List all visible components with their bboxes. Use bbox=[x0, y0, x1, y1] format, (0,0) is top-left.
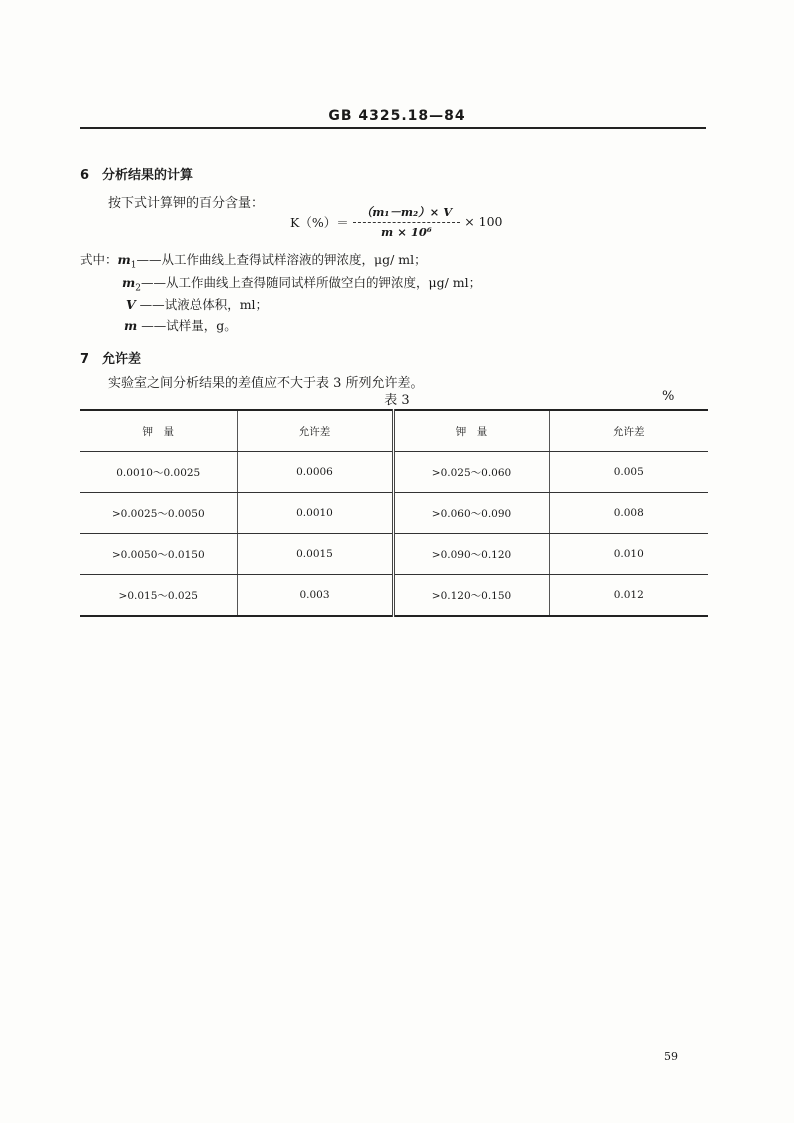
table-cell: >0.090～0.120 bbox=[393, 534, 549, 575]
table-cell: >0.0025～0.0050 bbox=[80, 493, 237, 534]
definition-symbol: m bbox=[117, 252, 131, 267]
definition-text: 从工作曲线上查得试样溶液的钾浓度，μg/ ml； bbox=[161, 252, 427, 267]
definition-row bbox=[122, 273, 481, 294]
definition-dash: —— bbox=[137, 318, 167, 333]
header-potassium-content: 钾 量 bbox=[80, 410, 237, 452]
section-7-text: 实验室之间分析结果的差值应不大于表 3 所列允许差。 bbox=[108, 376, 424, 391]
header-tolerance: 允许差 bbox=[237, 410, 393, 452]
definition-row bbox=[126, 295, 268, 316]
definition-text: 试样量，g。 bbox=[166, 318, 237, 333]
definition-text: 试液总体积，ml； bbox=[164, 297, 269, 312]
formula-numerator: （m₁－m₂）× V bbox=[353, 204, 460, 223]
definition-symbol: m bbox=[124, 318, 138, 333]
definition-text: 从工作曲线上查得随同试样所做空白的钾浓度，μg/ ml； bbox=[165, 275, 482, 290]
table-row bbox=[80, 493, 708, 534]
table-row bbox=[80, 452, 708, 493]
table-cell: 0.010 bbox=[549, 534, 708, 575]
header-rule bbox=[80, 127, 706, 129]
formula-multiplier: × 100 bbox=[464, 214, 503, 229]
formula-intro: 按下式计算钾的百分含量： bbox=[108, 196, 265, 211]
definition-symbol: m bbox=[122, 275, 136, 290]
table-cell: 0.0010～0.0025 bbox=[80, 452, 237, 493]
section-6-title: 分析结果的计算 bbox=[102, 168, 194, 183]
definition-dash: —— bbox=[136, 252, 162, 267]
standard-number-header: GB 4325.18—84 bbox=[328, 108, 466, 124]
table-cell: 0.008 bbox=[549, 493, 708, 534]
formula-lhs: K（%）＝ bbox=[290, 214, 349, 230]
table-cell: >0.120～0.150 bbox=[393, 575, 549, 617]
table-cell: 0.012 bbox=[549, 575, 708, 617]
section-6-number: 6 bbox=[80, 168, 90, 183]
definition-row bbox=[80, 250, 427, 271]
table-row bbox=[80, 575, 708, 617]
section-7-title: 允许差 bbox=[102, 352, 142, 367]
table-caption: 表 3 bbox=[384, 393, 410, 408]
definition-row bbox=[124, 316, 237, 337]
table-unit: % bbox=[662, 389, 675, 404]
table-cell: 0.0015 bbox=[237, 534, 393, 575]
table-row bbox=[80, 534, 708, 575]
formula-denominator: m × 10⁶ bbox=[381, 225, 432, 239]
table-cell: >0.025～0.060 bbox=[393, 452, 549, 493]
formula-fraction bbox=[353, 204, 460, 239]
table-cell: 0.0006 bbox=[237, 452, 393, 493]
definition-subscript: 1 bbox=[130, 260, 137, 271]
table-cell: 0.0010 bbox=[237, 493, 393, 534]
section-6-heading bbox=[80, 164, 193, 183]
table-header-row bbox=[80, 410, 708, 452]
table-cell: 0.003 bbox=[237, 575, 393, 617]
header-potassium-content: 钾 量 bbox=[393, 410, 549, 452]
header-tolerance: 允许差 bbox=[549, 410, 708, 452]
tolerance-table bbox=[80, 409, 708, 617]
table-cell: 0.005 bbox=[549, 452, 708, 493]
page-number: 59 bbox=[664, 1050, 678, 1063]
definition-dash: —— bbox=[135, 297, 165, 312]
definition-dash: —— bbox=[140, 275, 166, 290]
table-cell: >0.060～0.090 bbox=[393, 493, 549, 534]
section-7-number: 7 bbox=[80, 352, 90, 367]
table-cell: >0.015～0.025 bbox=[80, 575, 237, 617]
section-7-heading bbox=[80, 348, 141, 367]
definition-subscript: 2 bbox=[135, 283, 141, 294]
table-cell: >0.0050～0.0150 bbox=[80, 534, 237, 575]
definition-symbol: V bbox=[126, 297, 136, 312]
potassium-formula bbox=[290, 204, 503, 239]
where-label: 式中： bbox=[80, 252, 118, 267]
